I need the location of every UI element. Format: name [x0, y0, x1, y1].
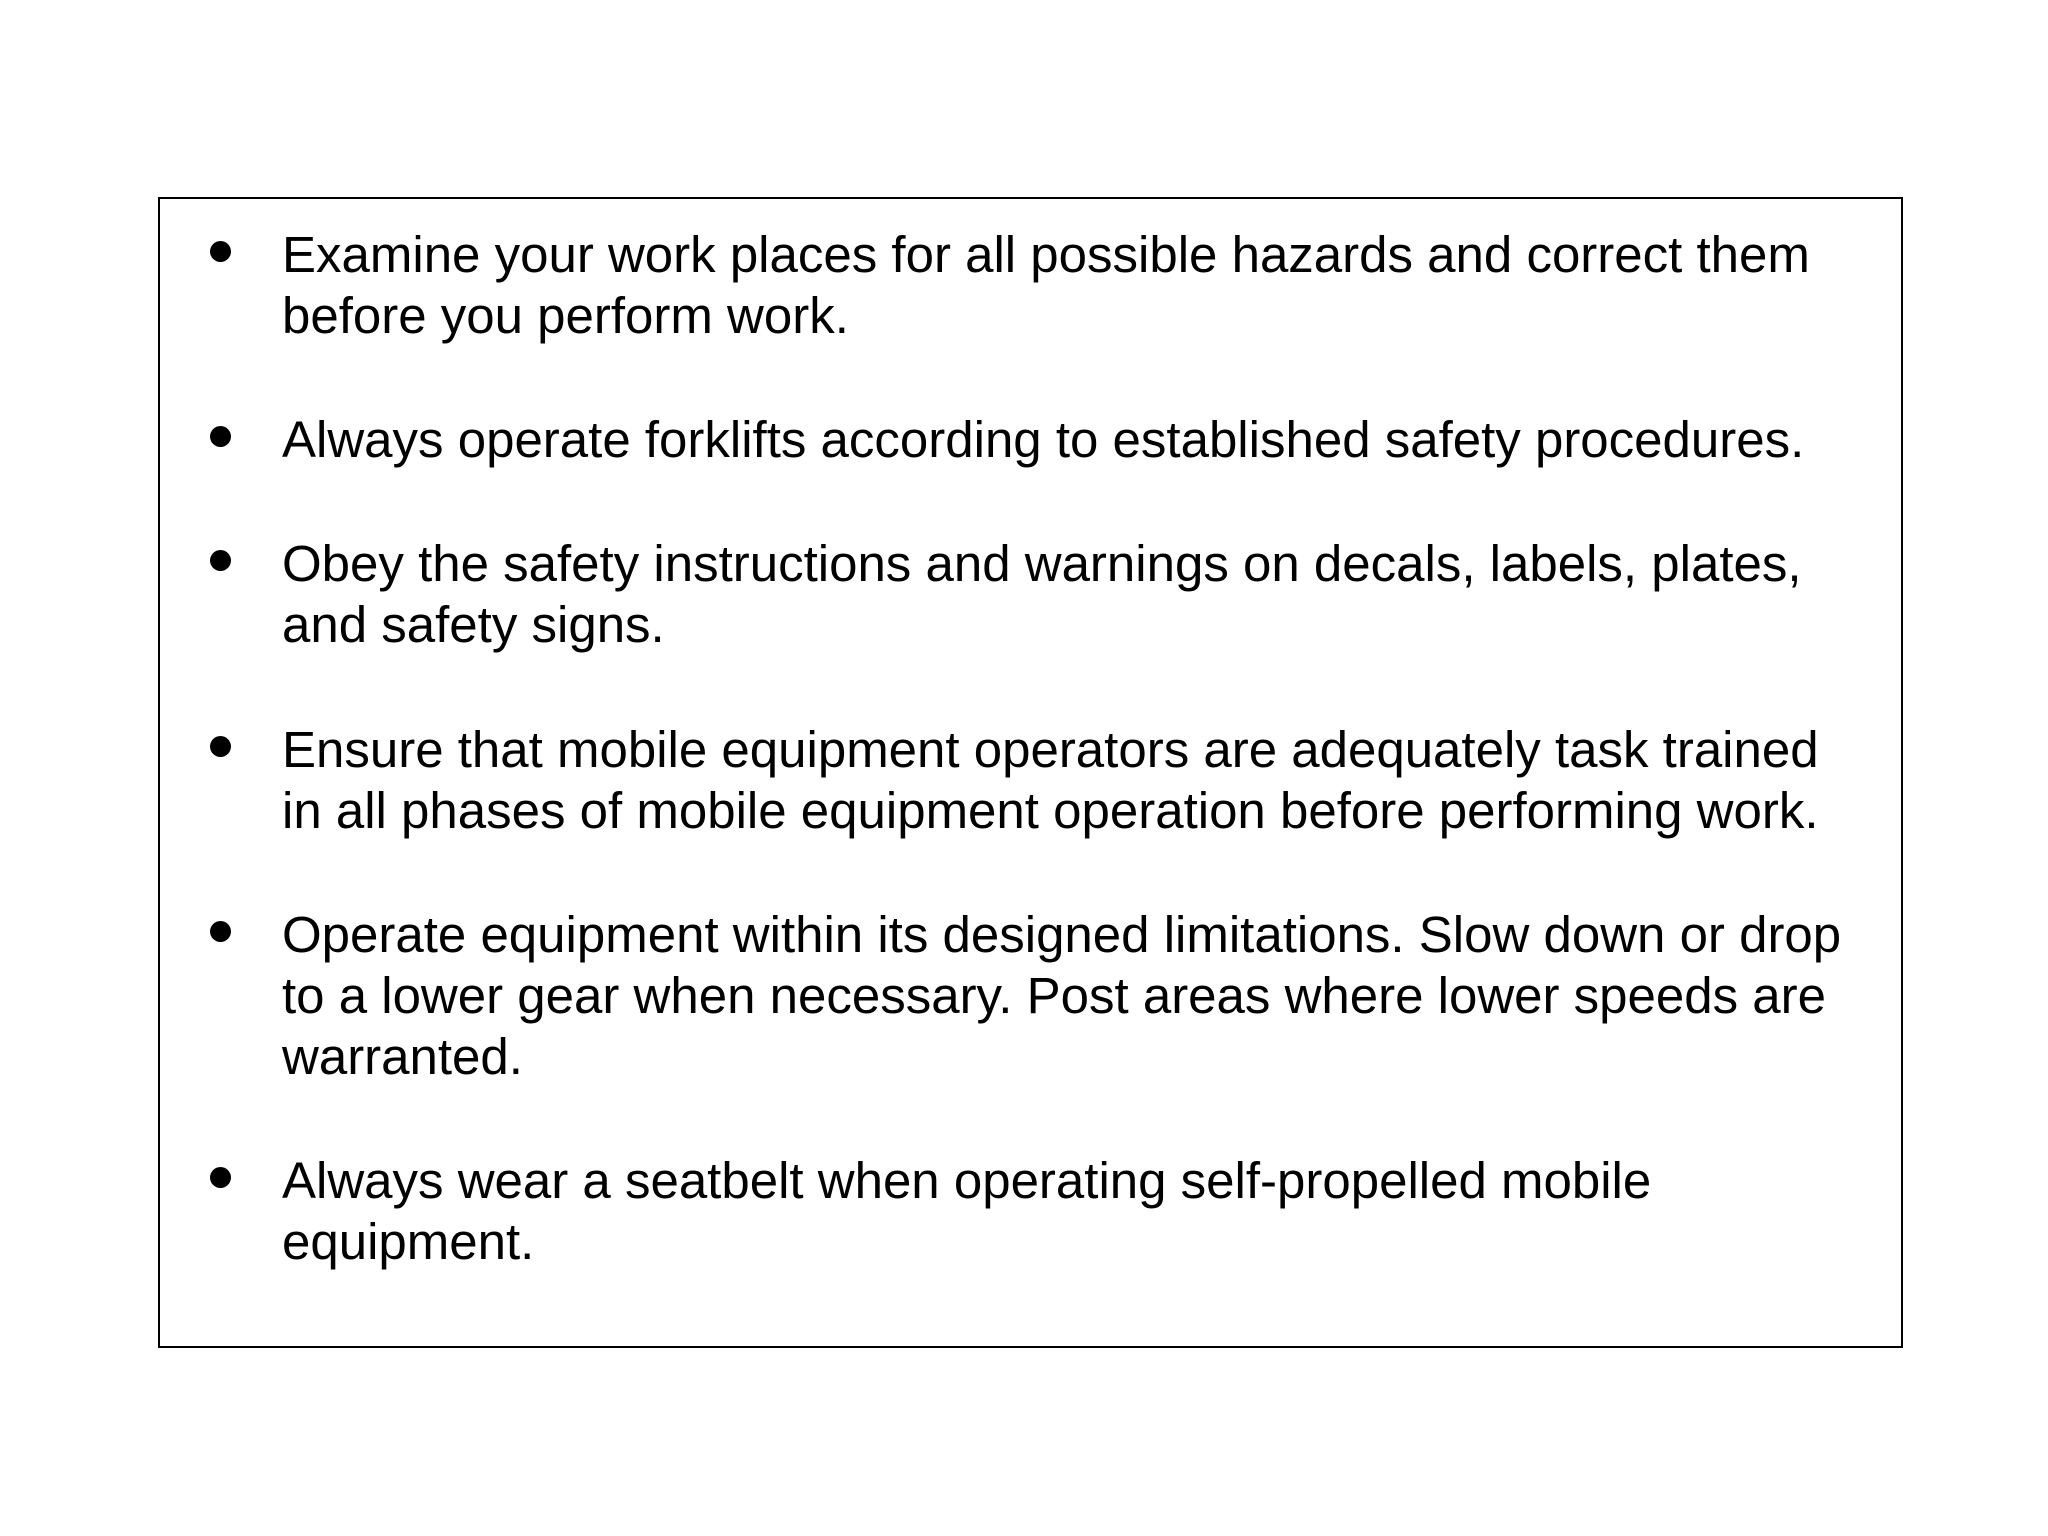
list-item-text: Obey the safety instructions and warnings on decals, labels, plates, and safety signs.	[282, 535, 1802, 653]
bullet-icon	[210, 1167, 231, 1188]
list-item-text: Ensure that mobile equipment operators are adequately task trained in all phases of mobile equipment operation before performing work.	[282, 721, 1819, 839]
bullet-icon	[210, 921, 231, 942]
list-item-text: Always wear a seatbelt when operating self-propelled mobile equipment.	[282, 1152, 1652, 1270]
bullet-icon	[210, 426, 231, 447]
safety-guidelines-box	[158, 197, 1903, 1348]
bullet-icon	[210, 550, 231, 571]
list-item-text: Operate equipment within its designed limitations. Slow down or drop to a lower gear when necessary. Post areas where lower speeds are warranted.	[282, 906, 1842, 1085]
bullet-icon	[210, 736, 231, 757]
list-item-text: Examine your work places for all possible hazards and correct them before you perform work.	[282, 226, 1810, 344]
bullet-icon	[210, 241, 231, 262]
list-item-text: Always operate forklifts according to established safety procedures.	[282, 411, 1805, 468]
